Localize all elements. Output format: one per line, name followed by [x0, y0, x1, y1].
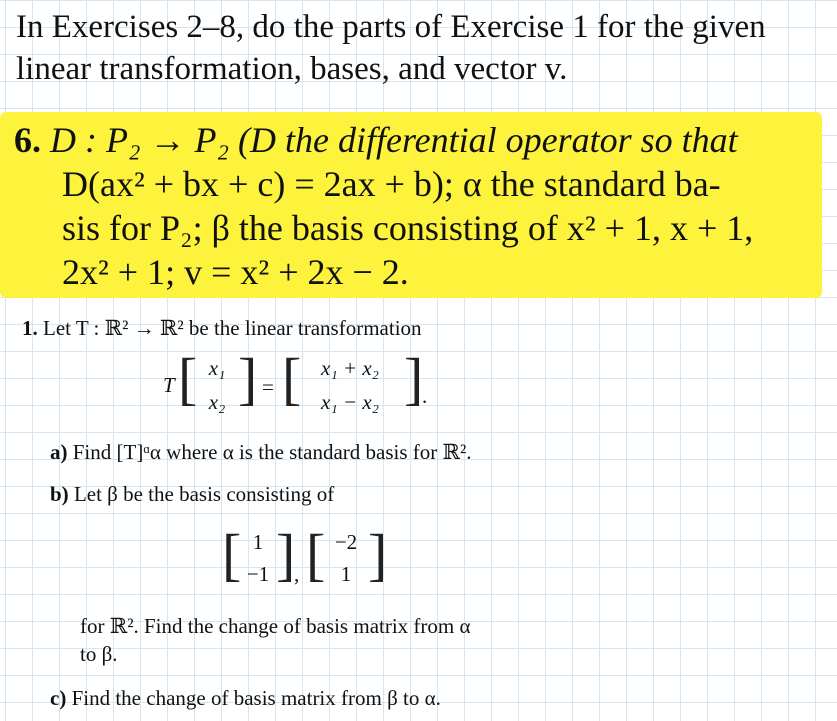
part-a-label: a): [50, 440, 68, 464]
part-b-cont-1: for ℝ². Find the change of basis matrix from α: [80, 614, 471, 638]
transform-label: T: [163, 373, 175, 397]
equals-sign: =: [262, 375, 274, 399]
rhs-entry-1: x₁ + x₂: [321, 356, 379, 380]
problem-6-text-1: D : P₂ → P₂ (D the differential operator so that: [50, 120, 738, 160]
rhs-left-bracket: [: [282, 346, 302, 411]
lhs-left-bracket: [: [178, 346, 198, 411]
problem-6-line-2: D(ax² + bx + c) = 2ax + b); α the standard ba-: [62, 164, 721, 204]
vec2-right-bracket: ]: [368, 522, 388, 587]
exercise-1-line: [22, 314, 422, 342]
lhs-entry-2: x₂: [208, 390, 226, 414]
part-b-text: Let β be the basis consisting of: [73, 482, 335, 506]
exercise-1-number: 1.: [22, 316, 38, 340]
problem-6-number: 6.: [14, 120, 41, 160]
exercise-1-intro: Let T : ℝ² → ℝ² be the linear transformation: [43, 316, 422, 340]
vec2-entry-2: 1: [340, 562, 352, 586]
lhs-right-bracket: ]: [238, 346, 258, 411]
intro-line-2: linear transformation, bases, and vector v.: [16, 51, 568, 87]
equation-period: .: [422, 384, 428, 408]
vec2-entry-1: −2: [334, 530, 358, 554]
intro-line-1: In Exercises 2–8, do the parts of Exercise 1 for the given: [16, 9, 766, 45]
part-a-line: [50, 438, 472, 466]
part-a-text: Find [T]ᵅα where α is the standard basis for ℝ².: [72, 440, 472, 464]
part-c-label: c): [50, 686, 67, 710]
part-b-label: b): [50, 482, 69, 506]
part-b-line: [50, 480, 334, 508]
rhs-entry-2: x₁ − x₂: [321, 390, 379, 414]
vec1-left-bracket: [: [222, 522, 242, 587]
vec1-entry-2: −1: [246, 562, 270, 586]
part-c-text: Find the change of basis matrix from β to α.: [71, 686, 441, 710]
part-c-line: [50, 684, 441, 712]
vec1-right-bracket: ]: [276, 522, 296, 587]
problem-6-line-4: 2x² + 1; v = x² + 2x − 2.: [62, 252, 409, 292]
part-b-cont-2: to β.: [80, 642, 118, 666]
problem-6-line-3: sis for P₂; β the basis consisting of x² + 1, x + 1,: [62, 208, 754, 248]
problem-6-line-1: [14, 118, 738, 162]
vec1-entry-1: 1: [252, 530, 264, 554]
vector-comma: ,: [294, 562, 300, 586]
rhs-right-bracket: ]: [404, 346, 424, 411]
vec2-left-bracket: [: [306, 522, 326, 587]
lhs-entry-1: x₁: [208, 356, 226, 380]
